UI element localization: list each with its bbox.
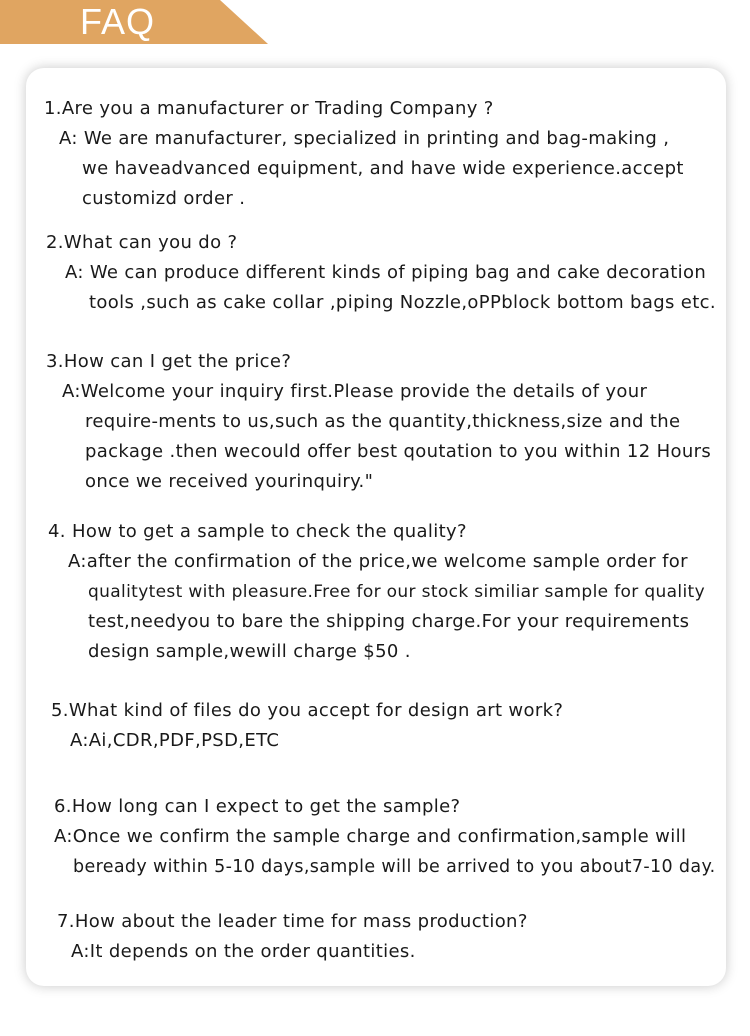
- faq-question-6: 6.How long can I expect to get the sample?: [54, 796, 461, 817]
- faq-answer-3-line-4: once we received yourinquiry.": [85, 471, 374, 492]
- faq-answer-2-line-1: A: We can produce different kinds of piping bag and cake decoration: [65, 262, 707, 283]
- faq-answer-3-line-3: package .then wecould offer best qoutation to you within 12 Hours: [85, 441, 712, 462]
- faq-answer-1-line-2: we haveadvanced equipment, and have wide experience.accept: [82, 158, 684, 179]
- faq-answer-5-line-1: A:Ai,CDR,PDF,PSD,ETC: [70, 730, 280, 751]
- faq-answer-7-line-1: A:It depends on the order quantities.: [71, 941, 416, 962]
- faq-answer-4-line-2: qualitytest with pleasure.Free for our stock similiar sample for quality: [88, 582, 705, 602]
- faq-answer-6-line-1: A:Once we confirm the sample charge and confirmation,sample will: [54, 826, 687, 847]
- faq-answer-1-line-1: A: We are manufacturer, specialized in printing and bag-making ,: [59, 128, 670, 149]
- faq-question-1: 1.Are you a manufacturer or Trading Company ?: [44, 98, 494, 119]
- faq-question-7: 7.How about the leader time for mass production?: [57, 911, 528, 932]
- faq-answer-1-line-3: customizd order .: [82, 188, 246, 209]
- faq-question-2: 2.What can you do ?: [46, 232, 238, 253]
- page-title: FAQ: [80, 1, 156, 42]
- faq-answer-6-line-2: beready within 5-10 days,sample will be arrived to you about7-10 day.: [73, 857, 716, 877]
- faq-answer-4-line-3: test,needyou to bare the shipping charge.For your requirements: [88, 611, 690, 632]
- faq-question-5: 5.What kind of files do you accept for design art work?: [51, 700, 564, 721]
- faq-answer-4-line-4: design sample,wewill charge $50 .: [88, 641, 411, 662]
- faq-answer-4-line-1: A:after the confirmation of the price,we welcome sample order for: [68, 551, 688, 572]
- faq-answer-2-line-2: tools ,such as cake collar ,piping Nozzle,oPPblock bottom bags etc.: [89, 292, 716, 313]
- faq-answer-3-line-2: require-ments to us,such as the quantity,thickness,size and the: [85, 411, 681, 432]
- faq-question-4: 4. How to get a sample to check the quality?: [48, 521, 467, 542]
- faq-answer-3-line-1: A:Welcome your inquiry first.Please provide the details of your: [62, 381, 648, 402]
- faq-question-3: 3.How can I get the price?: [46, 351, 292, 372]
